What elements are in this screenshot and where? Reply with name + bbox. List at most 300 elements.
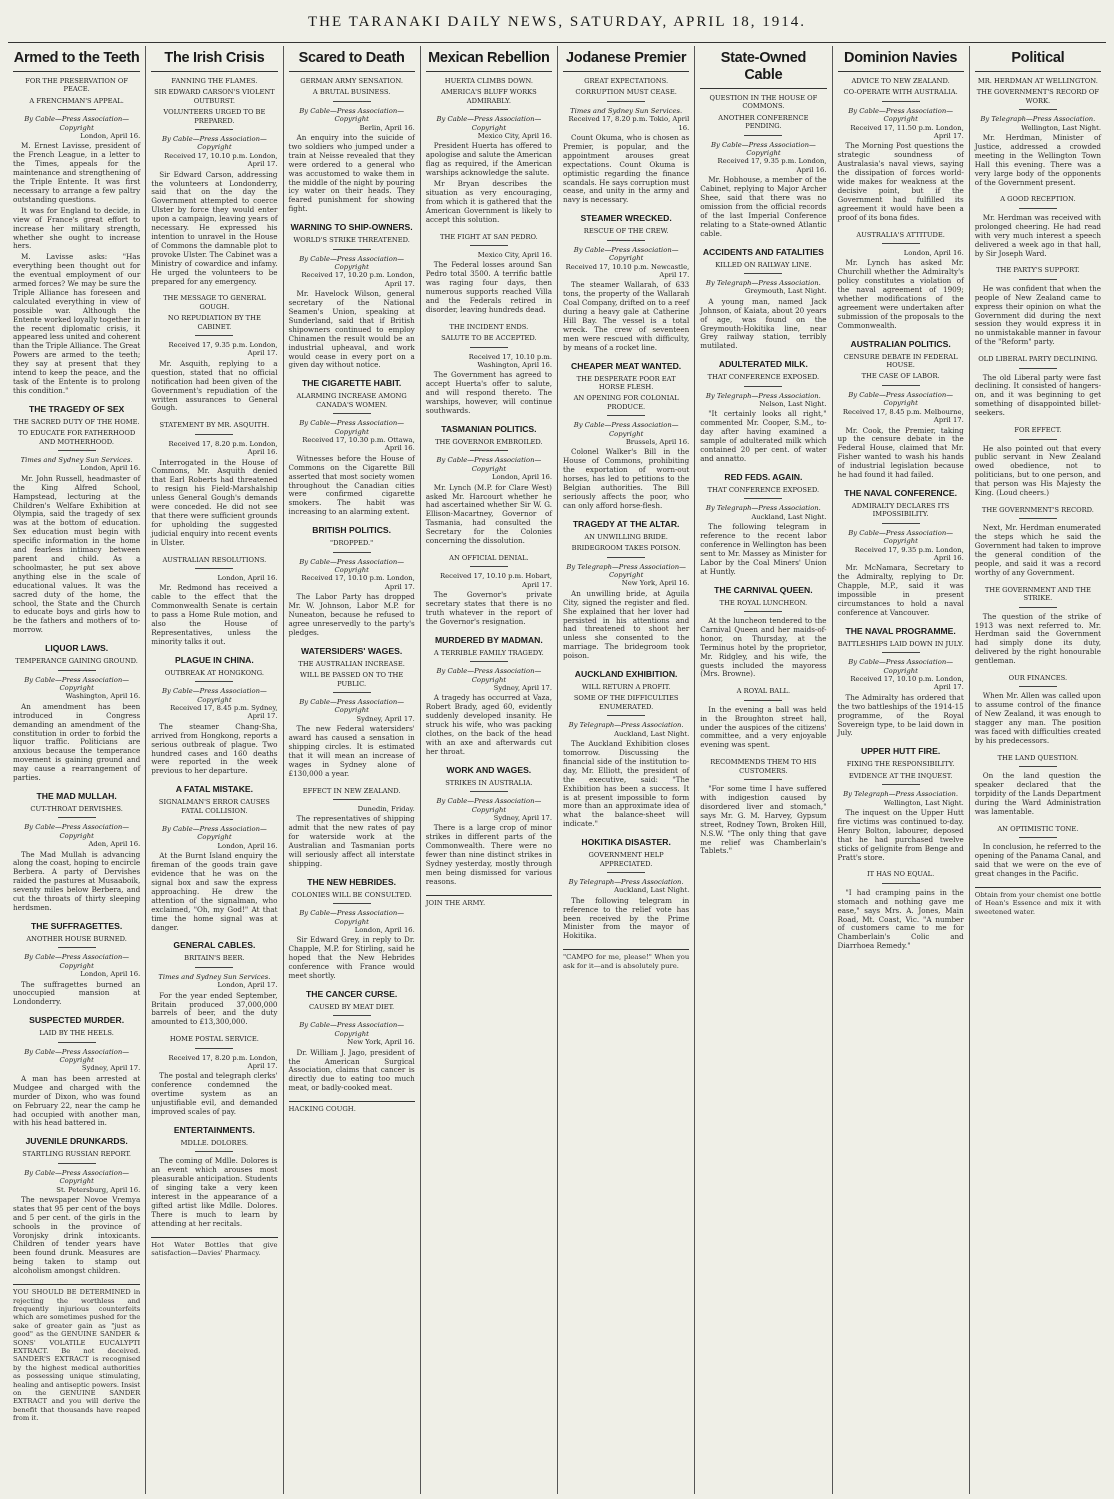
story-paragraph: Mr. Redmond has received a cable to the effect that the Commonwealth Senate is certain to pass a Home Rule motion, and also the House of Representatives, unless the minority talks it out.	[151, 583, 278, 646]
story-headline: THE CANCER CURSE.	[306, 989, 398, 999]
short-rule	[882, 883, 920, 884]
short-rule	[195, 568, 233, 569]
story-paragraph: It was for England to decide, in view of France's great effort to increase her military strength, whether she ought to increase hers.	[13, 205, 141, 251]
news-story	[838, 870, 964, 951]
story-byline: By Cable—Press Association—Copyright	[161, 135, 267, 152]
news-story	[289, 877, 415, 981]
news-story	[975, 754, 1101, 817]
news-story	[700, 472, 826, 577]
story-paragraph: M. Ernest Lavisse, president of the French League, in a letter to the Times, appeals for the maintenance and strengthening of the Triple Entente. It was first necessary to arrange a few paltry outstanding questions.	[13, 141, 141, 204]
story-headline: PLAGUE IN CHINA.	[174, 654, 254, 665]
story-paragraph: There is a large crop of minor strikes in different parts of the Commonwealth. There were no fewer than nine distinct strikes in Sydney yesterday, mostly through men being dismissed for various reasons.	[425, 823, 552, 886]
story-paragraph: Mr. Herdman was received with prolonged cheering. He had read with very much interest a speech delivered a week ago in that hall, by Sir Joseph Ward.	[974, 212, 1101, 258]
news-story	[700, 758, 826, 856]
story-dateline: Sydney, April 17.	[493, 814, 552, 822]
story-subheading: A TERRIBLE FAMILY TRAGEDY.	[433, 648, 544, 657]
story-subheading: MR. HERDMAN AT WELLINGTON.	[977, 77, 1098, 85]
short-rule	[58, 109, 96, 110]
news-story	[975, 426, 1101, 498]
story-subheading: EFFECT IN NEW ZEALAND.	[302, 786, 401, 795]
news-story	[700, 247, 826, 352]
short-rule	[58, 1042, 96, 1043]
column-heading: Jodanese Premier	[566, 50, 687, 66]
story-subheading: TO EDUCATE FOR FATHERHOOD AND MOTHERHOOD.	[18, 429, 136, 446]
story-subheading: THE AUSTRALIAN INCREASE.	[298, 659, 405, 668]
story-paragraph: The Auckland Exhibition closes tomorrow. Discussing the financial side of the institution to-day, Mr. Elliott, the president of the executive, said: "The Exhibition has been a success. It is at present impossible to form more than an approximate idea of what the balance-sheet will indicate."	[563, 739, 690, 829]
story-paragraph: Mr Bryan describes the situation as very encouraging, from which it is gathered that the American Government is likely to accept this solution.	[425, 179, 552, 224]
story-byline: By Cable—Press Association—Copyright	[573, 245, 679, 263]
short-rule	[882, 784, 920, 785]
story-paragraph: He also pointed out that every public servant in New Zealand owed obedience, not to politicians, but to one person, and that person was His Majesty the King. (Loud cheers.)	[974, 443, 1101, 498]
story-subheading: KILLED ON RAILWAY LINE.	[715, 260, 812, 269]
news-story	[563, 213, 689, 352]
advertisement: HACKING COUGH.	[289, 1101, 415, 1113]
short-rule	[58, 1163, 96, 1164]
short-rule	[607, 557, 645, 558]
story-dateline: Mexico City, April 16.	[477, 251, 552, 259]
story-paragraph: The new Federal watersiders' award has caused a sensation in shipping circles. It is estimated that it will mean an increase of wages in Sydney alone of £130,000 a year.	[288, 724, 415, 778]
news-story	[13, 1136, 140, 1276]
story-headline: THE NEW HEBRIDES.	[307, 876, 397, 887]
column-heading: State-Owned Cable	[720, 50, 807, 83]
story-paragraph: The representatives of shipping admit that the new rates of pay for waterside work at the Australian and Tasmanian ports will seriously affect all interstate shipping.	[288, 814, 415, 868]
news-story	[838, 77, 964, 223]
story-dateline: Wellington, Last Night.	[1021, 123, 1101, 132]
short-rule	[195, 967, 233, 968]
news-story	[13, 77, 140, 396]
short-rule	[195, 335, 233, 336]
story-subheading: MDLLE. DOLORES.	[180, 1139, 249, 1147]
heading-rule	[838, 71, 964, 72]
news-story	[426, 233, 552, 315]
story-byline: By Cable—Press Association—Copyright	[24, 953, 129, 970]
story-dateline: Received 17, 8.20 p.m. Tokio, April 16.	[568, 115, 690, 132]
story-byline: Times and Sydney Sun Services.	[158, 972, 271, 981]
news-story	[975, 674, 1101, 746]
story-dateline: Wellington, Last Night.	[883, 798, 964, 807]
news-story	[289, 787, 415, 869]
story-paragraph: Mr. Asquith, replying to a question, stated that no official notification had been given of the Government's repudiation of the written assurances to General Gough.	[151, 358, 278, 413]
story-byline: By Cable—Press Association—Copyright	[24, 1168, 129, 1186]
story-subheading: AUSTRALIAN RESOLUTIONS.	[162, 555, 267, 564]
story-paragraph: The question of the strike of 1913 was next referred to. Mr. Herdman said the Government had simply done its duty, delivered by the right honourable gentleman.	[974, 611, 1101, 666]
story-subheading: SALUTE TO BE ACCEPTED.	[441, 334, 537, 343]
story-subheading: TEMPERANCE GAINING GROUND.	[15, 657, 138, 666]
news-story	[975, 825, 1101, 879]
heading-rule	[13, 71, 140, 72]
story-byline: By Telegraph—Press Association.	[568, 721, 684, 730]
story-paragraph: An amendment has been introduced in Congress demanding an amendment of the constitution in order to forbid the liquor traffic. Politicians are anxious because the temperance movement is gaining ground and may cause a rearrangement of parties.	[13, 701, 141, 783]
masthead-rule	[8, 42, 1106, 43]
story-paragraph: An unwilling bride, at Aguila City, signed the register and fled. She explained that her lover had persisted in his attentions and had threatened to shoot her unless she consented to the marriage. The bridegroom took poison.	[563, 588, 690, 661]
story-subheading: THE GOVERNMENT'S RECORD OF WORK.	[976, 88, 1100, 105]
story-subheading: THE SACRED DUTY OF THE HOME.	[13, 417, 140, 426]
story-headline: JUVENILE DRUNKARDS.	[25, 1136, 128, 1147]
story-headline: WARNING TO SHIP-OWNERS.	[290, 222, 413, 233]
news-column	[694, 46, 831, 1494]
short-rule	[58, 947, 96, 948]
short-rule	[744, 611, 782, 612]
story-paragraph: Witnesses before the House of Commons on the Cigarette Bill asserted that most society women throughout the Canadian cities were confirmed cigarette smokers. The habit was increasing to an alarming extent.	[288, 453, 415, 517]
story-headline: THE NAVAL CONFERENCE.	[844, 487, 957, 498]
story-dateline: Received 17, 10.10 p.m. Hobart, April 17.	[440, 572, 552, 589]
story-subheading: NO REPUDIATION BY THE CABINET.	[167, 314, 261, 331]
story-subheading: LAID BY THE HEELS.	[39, 1029, 114, 1038]
story-byline: By Cable—Press Association—Copyright	[24, 675, 129, 692]
story-paragraph: A young man, named Jack Johnson, of Kaiata, about 20 years of age, was found on the Greymouth-Hokitika line, near Grey railway station, terribly mutilated.	[700, 296, 827, 351]
news-story	[13, 1015, 140, 1128]
story-subheading: THE CASE OF LABOR.	[861, 372, 940, 381]
story-subheading: VOLUNTEERS URGED TO BE PREPARED.	[163, 108, 266, 125]
story-dateline: London, April 17.	[217, 981, 278, 990]
story-subheading: CAUSED BY MEAT DIET.	[309, 1003, 395, 1011]
story-dateline: Received 17, 10.10 p.m. London, April 17.	[850, 675, 964, 692]
story-headline: ENTERTAINMENTS.	[173, 1125, 255, 1135]
story-paragraph: The Federal losses around San Pedro total 3500. A terrific battle was raging four days, then numerous supports reached Villa and the Federals retired in disorder, leaving hundreds dead.	[425, 260, 552, 314]
story-paragraph: At the Burnt Island enquiry the fireman of the goods train gave evidence that he was on the signal box and saw the express approaching. He drew the attention of the signalman, who exclaimed, "Oh, my God!" At that time the home signal was at danger.	[151, 851, 278, 932]
story-subheading: THE FIGHT AT SAN PEDRO.	[439, 232, 538, 241]
story-subheading: AMERICA'S BLUFF WORKS ADMIRABLY.	[441, 88, 537, 105]
news-story	[289, 525, 415, 638]
story-byline: By Telegraph—Press Association.	[980, 115, 1096, 124]
short-rule	[607, 101, 645, 102]
short-rule	[744, 700, 782, 701]
story-byline: Times and Sydney Sun Services.	[570, 106, 683, 115]
story-dateline: Received 17, 10.10 p.m. London, April 17.	[164, 151, 278, 169]
story-byline: By Telegraph—Press Association.	[705, 391, 821, 400]
news-story	[289, 222, 415, 370]
story-headline: THE CARNIVAL QUEEN.	[714, 584, 813, 595]
news-story	[13, 643, 140, 783]
news-story	[426, 424, 552, 546]
short-rule	[882, 385, 920, 386]
story-headline: LIQUOR LAWS.	[45, 643, 109, 654]
story-dateline: Received 17, 10.10 p.m. Washington, April 16.	[468, 352, 552, 370]
story-byline: By Telegraph—Press Association—Copyright	[566, 562, 686, 579]
news-story	[151, 655, 277, 776]
story-paragraph: Interrogated in the House of Commons, Mr. Asquith denied that Earl Roberts had threatened to resign his Field-Marshalship unless General Gough's demands were conceded. He did not see that there were sufficient grounds for upholding the suggested judicial enquiry into recent events in Ulster.	[151, 457, 278, 547]
story-subheading: THE GOVERNMENT'S RECORD.	[981, 505, 1094, 514]
story-byline: By Cable—Press Association—Copyright	[299, 557, 404, 574]
short-rule	[195, 1048, 233, 1049]
story-headline: THE SUFFRAGETTES.	[31, 920, 123, 931]
short-rule	[1019, 439, 1057, 440]
short-rule	[333, 413, 371, 414]
column-heading: Mexican Rebellion	[428, 50, 550, 66]
story-dateline: Dunedin, Friday.	[357, 805, 415, 813]
story-byline: By Cable—Press Association—Copyright	[299, 419, 404, 436]
story-subheading: OUTBREAK AT HONGKONG.	[164, 668, 265, 677]
story-paragraph: The following telegram in reference to the relief vote has been received by the Prime Minister from the mayor of Hokitika.	[563, 895, 690, 941]
news-story	[151, 556, 277, 647]
story-paragraph: Mr. Hobhouse, a member of the Cabinet, replying to Major Archer Shee, said that there was no omission from the official records of the last Imperial Conference relating to a State-owned Atlantic cable.	[700, 175, 827, 238]
story-headline: AUSTRALIAN POLITICS.	[850, 338, 951, 349]
heading-rule	[426, 71, 552, 72]
advertisement: "CAMPO for me, please!" When you ask for it—and is absolutely pure.	[563, 949, 689, 970]
short-rule	[607, 415, 645, 416]
story-subheading: WILL RETURN A PROFIT.	[581, 683, 671, 692]
story-headline: STEAMER WRECKED.	[580, 213, 672, 224]
news-column	[832, 46, 969, 1494]
story-paragraph: Mr. Lynch has asked Mr. Churchill whether the Admiralty's policy constitutes a violation of the naval agreement of 1909; whether modifications of the agreement were undertaken after submission of the proposals to the Commonwealth.	[837, 258, 964, 330]
short-rule	[744, 779, 782, 780]
story-subheading: GERMAN ARMY SENSATION.	[300, 77, 403, 85]
story-dateline: Received 17, 9.35 p.m. London, April 16.	[854, 545, 964, 562]
story-paragraph: The old Liberal party were fast declining. It consisted of hangers-on, and it was beginning to get something of disappointed billet-seekers.	[974, 372, 1101, 418]
story-paragraph: Sir Edward Carson, addressing the volunteers at Londonderry, said that on the day the Government attempted to coerce Ulster by force they would enter upon a campaign, leaving years of necessary. He expressed his intention to unravel in the House of Commons the damnable plot to provoke Ulster. The Cabinet was a Ministry of cowardice and infamy. He urged the volunteers to be prepared for any emergency.	[151, 169, 278, 286]
story-dateline: Auckland, Last Night.	[614, 729, 690, 738]
story-dateline: Received 17, 8.20 p.m. London, April 17.	[168, 1053, 278, 1071]
news-story	[563, 519, 689, 661]
news-story	[426, 323, 552, 416]
short-rule	[1019, 368, 1057, 369]
story-dateline: New York, April 16.	[347, 1038, 415, 1047]
short-rule	[195, 129, 233, 130]
story-paragraph: When Mr. Allen was called upon to assume control of the finance of New Zealand, it was enough to stagger any man. The position was faced with difficulties created by his predecessors.	[974, 691, 1101, 745]
story-paragraph: Mr. John Russell, headmaster of the King Alfred School, Hampstead, lecturing at the Children's Welfare Exhibition at Olympia, said the tragedy of sex was at the bottom of education. Sex education must begin with specific information in the home and fearless intimacy between parent and child. As a schoolmaster, he put sex above anything else in the scale of educational values. It was the sacred duty of the home, the school, the State and the Church to educate boys and girls how to be the fathers and mothers of to-morrow.	[13, 473, 141, 635]
short-rule	[470, 245, 508, 246]
story-subheading: AN OPENING FOR COLONIAL PRODUCE.	[573, 394, 679, 411]
short-rule	[1019, 518, 1057, 519]
story-dateline: Mexico City, April 16.	[477, 132, 552, 141]
news-story	[426, 765, 552, 887]
short-rule	[882, 652, 920, 653]
story-byline: By Cable—Press Association—Copyright	[848, 106, 953, 124]
story-subheading: GREAT EXPECTATIONS.	[584, 77, 669, 85]
story-dateline: Received 17, 11.50 p.m. London, April 17.	[850, 123, 964, 141]
story-headline: THE TRAGEDY OF SEX	[28, 403, 125, 414]
story-dateline: Sydney, April 17.	[493, 684, 552, 693]
news-story	[426, 554, 552, 627]
story-subheading: OLD LIBERAL PARTY DECLINING.	[978, 355, 1098, 364]
story-subheading: STATEMENT BY MR. ASQUITH.	[159, 421, 270, 430]
story-paragraph: For the year ended September, Britain produced 37,000,000 barrels of beer, and the duty amounted to £13,300,000.	[151, 990, 278, 1027]
news-column	[969, 46, 1106, 1494]
story-dateline: Received 17, 8.45 p.m. Sydney, April 17.	[170, 703, 278, 721]
short-rule	[58, 817, 96, 818]
story-dateline: Auckland, Last Night.	[614, 886, 690, 895]
story-dateline: Berlin, April 16.	[359, 123, 415, 132]
story-headline: WATERSIDERS' WAGES.	[301, 645, 403, 656]
column-heading: Dominion Navies	[844, 50, 958, 66]
story-dateline: Received 17, 10.10 p.m. London, April 17.	[301, 574, 415, 591]
story-paragraph: M. Lavisse asks: "Has everything been thought out for the eventual employment of our armed forces? We may be sure the Triple Alliance has foreseen and calculated everything in view of possible war. Although the Entente worked loyally together in the recent diplomatic crisis, it appeared less united and coherent than the Triple Alliance. The Great Powers are armed to the teeth; they say at present that they intend to keep the peace, and the task of the Entente is to prolong this condition."	[13, 252, 141, 395]
news-story	[975, 506, 1101, 578]
news-story	[289, 378, 415, 517]
story-subheading: THE DESPERATE POOR EAT HORSE FLESH.	[576, 374, 676, 391]
story-paragraph: In conclusion, he referred to the opening of the Panama Canal, and said that we were on the eve of great changes in the Pacific.	[974, 842, 1102, 878]
story-dateline: London, April 16.	[354, 926, 415, 935]
story-subheading: ALARMING INCREASE AMONG CANADA'S WOMEN.	[296, 392, 407, 409]
story-paragraph: Sir Edward Grey, in reply to Dr. Chapple, M.P. for Stirling, said he hoped that the New Hebrides conference with France would meet shortly.	[288, 935, 415, 981]
story-subheading: THAT CONFERENCE EXPOSED.	[707, 373, 820, 382]
news-story	[563, 77, 689, 205]
news-story	[426, 77, 552, 225]
story-subheading: THE GOVERNOR EMBROILED.	[435, 438, 543, 446]
news-story	[975, 77, 1101, 187]
story-subheading: A FRENCHMAN'S APPEAL.	[29, 96, 124, 105]
story-paragraph: Mr. Cook, the Premier, taking up the censure debate in the Federal House, claimed that Mr. Fisher wanted to wash his hands of industrial legislation because he had found it had failed.	[837, 425, 964, 480]
short-rule	[744, 386, 782, 387]
heading-rule	[151, 71, 277, 72]
short-rule	[607, 872, 645, 873]
story-subheading: WILL BE PASSED ON TO THE PUBLIC.	[299, 671, 404, 688]
story-dateline: London, April 16.	[492, 473, 552, 482]
news-story	[700, 687, 826, 750]
story-paragraph: At the luncheon tendered to the Carnival Queen and her maids-of-honor, on Thursday, at the Terminus hotel by the proprietor, Mr. Ridgley, and his wife, the guests included the mayoress (Mrs. Browne).	[700, 615, 827, 679]
news-story	[975, 355, 1101, 418]
short-rule	[1019, 279, 1057, 280]
news-story	[563, 669, 689, 829]
news-column	[145, 46, 282, 1494]
story-byline: By Cable—Press Association—Copyright	[299, 1021, 404, 1038]
advertisement: Hot Water Bottles that give satisfaction—Davies' Pharmacy.	[151, 1237, 277, 1258]
short-rule	[1019, 109, 1057, 110]
news-story	[975, 586, 1101, 666]
short-rule	[1019, 208, 1057, 209]
story-subheading: CO-OPERATE WITH AUSTRALIA.	[843, 88, 958, 97]
story-headline: UPPER HUTT FIRE.	[860, 746, 941, 757]
story-byline: By Telegraph—Press Association.	[843, 790, 959, 799]
news-story	[289, 77, 415, 214]
news-story	[838, 488, 964, 618]
story-paragraph: The steamer Wallarah, of 633 tons, the property of the Wallarah Coal Company, drifted on to a reef during a heavy gale at Catherine Hill Bay. The vessel is a total wreck. The crew of seventeen men were rescued with difficulty, by means of a rocket line.	[563, 280, 690, 352]
story-subheading: THE INCIDENT ENDS.	[449, 322, 529, 331]
story-subheading: THE ROYAL LUNCHEON.	[719, 598, 808, 607]
story-subheading: THE LAND QUESTION.	[997, 753, 1079, 762]
story-subheading: CENSURE DEBATE IN FEDERAL HOUSE.	[843, 352, 958, 370]
advertisement: YOU SHOULD BE DETERMINED in rejecting the worthless and frequently injurious counterfeits which are sometimes pushed for the sake of greater gain as "just as good" as the GENUINE SANDER & SONS' VOLATILE EUCALYPTI EXTRACT. Be not deceived. SANDER'S EXTRACT is recognised by the highest medical authorities as possessing unique stimulating, healing and antiseptic powers. Insist on the GENUINE SANDER EXTRACT and you will derive the benefit that thousands have reaped from it.	[13, 1284, 140, 1423]
story-headline: HOKITIKA DISASTER.	[581, 837, 671, 848]
advertisement: Obtain from your chemist one bottle of Hean's Essence and mix it with sweetened water.	[975, 887, 1101, 916]
story-paragraph: Next, Mr. Herdman enumerated the steps which he said the Government had taken to improve the general condition of the people, and said it was a record worthy of any Government.	[974, 523, 1101, 577]
story-subheading: THAT CONFERENCE EXPOSED.	[707, 485, 820, 494]
news-story	[563, 837, 689, 941]
story-dateline: London, April 16.	[217, 841, 278, 850]
news-story	[151, 1125, 277, 1229]
news-story	[700, 94, 826, 239]
news-story	[13, 404, 140, 635]
short-rule	[607, 715, 645, 716]
column-heading: Political	[1011, 50, 1065, 66]
story-headline: A FATAL MISTAKE.	[175, 784, 254, 795]
story-dateline: Aden, April 16.	[88, 840, 141, 849]
short-rule	[195, 819, 233, 820]
story-subheading: GOVERNMENT HELP APPRECIATED.	[588, 851, 664, 868]
story-dateline: Auckland, Last Night.	[751, 512, 827, 521]
story-byline: By Telegraph—Press Association.	[705, 504, 821, 513]
short-rule	[333, 249, 371, 250]
story-byline: By Cable—Press Association—Copyright	[436, 115, 542, 132]
news-story	[700, 359, 826, 464]
news-column	[557, 46, 694, 1494]
short-rule	[195, 1151, 233, 1152]
story-byline: By Cable—Press Association—Copyright	[161, 825, 267, 842]
story-paragraph: The steamer Chang-Sha, arrived from Hongkong, reports a serious outbreak of plague. Two hundred cases and 160 deaths were reported in the week previous to her departure.	[151, 721, 278, 776]
story-byline: By Cable—Press Association—Copyright	[710, 140, 816, 158]
story-byline: By Cable—Press Association—Copyright	[161, 687, 267, 704]
story-paragraph: Colonel Walker's Bill in the House of Commons, prohibiting the exportation of worn-out horses, has led to petitions to the Belgian authorities. The Bill seriously affects the poor, who can only afford horse-flesh.	[563, 447, 690, 510]
news-story	[838, 231, 964, 331]
news-story	[838, 339, 964, 480]
story-paragraph: The Mad Mullah is advancing along the coast, hoping to encircle Berbera. A party of Dervishes raided the pastures at Musaaboik, seventy miles below Berbera, and cut the throats of thirty sleeping herdsmen.	[13, 849, 141, 912]
story-paragraph: The following telegram in reference to the recent labor conference in Wellington has been sent to Mr. Massey as Minister for Labor by the Coal Miners' Union at Huntly.	[700, 522, 827, 576]
story-dateline: London, April 16.	[903, 249, 964, 257]
short-rule	[744, 273, 782, 274]
short-rule	[607, 240, 645, 241]
story-subheading: SIR EDWARD CARSON'S VIOLENT OUTBURST.	[154, 88, 275, 105]
story-dateline: Received 17, 10.20 p.m. London, April 17.	[301, 271, 415, 288]
short-rule	[333, 692, 371, 693]
story-dateline: Sydney, April 17.	[81, 1064, 141, 1073]
story-subheading: A BRUTAL BUSINESS.	[312, 88, 391, 97]
story-headline: SUSPECTED MURDER.	[29, 1015, 125, 1026]
news-column	[420, 46, 557, 1494]
story-subheading: OUR FINANCES.	[1008, 674, 1068, 683]
story-byline: By Telegraph—Press Association.	[705, 279, 821, 287]
story-headline: THE NAVAL PROGRAMME.	[845, 625, 956, 636]
story-subheading: AN OPTIMISTIC TONE.	[997, 824, 1079, 833]
short-rule	[470, 109, 508, 110]
story-paragraph: "It certainly looks all right," commented Mr. Cooper, S.M., to-day after having examined a sample of adulterated milk which contained 20 per cent. of water and annatto.	[700, 409, 827, 463]
story-subheading: ANOTHER HOUSE BURNED.	[26, 934, 127, 943]
news-story	[151, 421, 277, 547]
story-subheading: FOR EFFECT.	[1014, 426, 1062, 435]
news-story	[700, 585, 826, 680]
story-subheading: BRIDEGROOM TAKES POISON.	[571, 544, 681, 553]
news-story	[151, 294, 277, 413]
story-dateline: Received 17, 8.45 p.m. Melbourne, April 17.	[842, 407, 964, 425]
story-paragraph: A tragedy has occurred at Vaza, Robert Brady, aged 60, evidently suddenly developed insanity. He struck his wife, who was packing clothes, on the back of the head with an axe and afterwards cut her throat.	[425, 693, 552, 756]
story-subheading: FIXING THE RESPONSIBILITY.	[846, 760, 955, 769]
news-story	[838, 746, 964, 862]
heading-rule	[289, 71, 415, 72]
short-rule	[470, 661, 508, 662]
news-story	[289, 989, 415, 1093]
story-headline: GENERAL CABLES.	[173, 940, 256, 951]
news-story	[151, 1035, 277, 1117]
story-paragraph: "For some time I have suffered with indigestion caused by disordered liver and stomach," says Mr. G. M. Harvey, Gypsum street, Rodney Town, Broken Hill, N.S.W. "The only thing that gave me relief was Chamberlain's Tablets."	[700, 784, 827, 856]
story-paragraph: The coming of Mdlle. Dolores is an event which arouses most pleasurable anticipation. Students of singing take a very keen interest in the appearance of a gifted artist like Mdlle. Dolores. There is much to learn by attending at her recitals.	[151, 1156, 278, 1228]
masthead: THE TARANAKI DAILY NEWS, SATURDAY, APRIL 18, 1914.	[307, 14, 806, 30]
story-byline: By Cable—Press Association—Copyright	[436, 667, 542, 684]
news-story	[151, 77, 277, 286]
heading-rule	[975, 71, 1101, 72]
short-rule	[882, 101, 920, 102]
short-rule	[744, 135, 782, 136]
story-paragraph: In the evening a ball was held in the Broughton street hall, under the auspices of the citizens' committee, and a very enjoyable evening was spent.	[700, 704, 827, 750]
story-headline: CHEAPER MEAT WANTED.	[571, 360, 682, 371]
story-byline: By Cable—Press Association—Copyright	[436, 456, 542, 473]
story-paragraph: The Admiralty has ordered that the two battleships of the 1914-15 programme, of the Royal Sovereign type, to be laid down in July.	[837, 692, 964, 738]
story-headline: TRAGEDY AT THE ALTAR.	[572, 518, 680, 529]
story-subheading: AUSTRALIA'S ATTITUDE.	[856, 230, 945, 239]
story-byline: By Cable—Press Association—Copyright	[848, 390, 953, 408]
story-byline: By Cable—Press Association—Copyright	[299, 697, 404, 715]
story-subheading: CUT-THROAT DERVISHES.	[30, 804, 123, 813]
story-paragraph: The inquest on the Upper Hutt fire victims was continued to-day. Henry Bolton, labourer, deposed that he had purchased twelve sticks of gelignite from Benge and Pratt's store.	[837, 808, 964, 862]
story-dateline: Brussels, April 16.	[625, 438, 690, 446]
story-dateline: London, April 16.	[80, 464, 141, 473]
story-headline: THE MAD MULLAH.	[36, 790, 117, 801]
story-paragraph: Dr. William J. Jago, president of the American Surgical Association, claims that cancer is directly due to eating too much meat, or badly-cooked meat.	[288, 1047, 415, 1093]
story-paragraph: Mr. Lynch (M.P. for Clare West) asked Mr. Harcourt whether he had ascertained whether Sir W. G. Ellison-Macartney, Governor of Tasmania, had consulted the Secretary for the Colonies concerning the dissolution.	[425, 482, 552, 546]
story-paragraph: The Governor's private secretary states that there is no truth whatever in the report of the Governor's resignation.	[425, 590, 552, 626]
story-subheading: THE PARTY'S SUPPORT.	[996, 266, 1080, 275]
story-headline: AUCKLAND EXHIBITION.	[574, 669, 678, 680]
news-story	[975, 266, 1101, 347]
story-paragraph: Mr. Herdman, Minister of Justice, addressed a crowded meeting in the Wellington Town Hall this evening. There was a very large body of the opponents of the Government present.	[974, 133, 1101, 187]
